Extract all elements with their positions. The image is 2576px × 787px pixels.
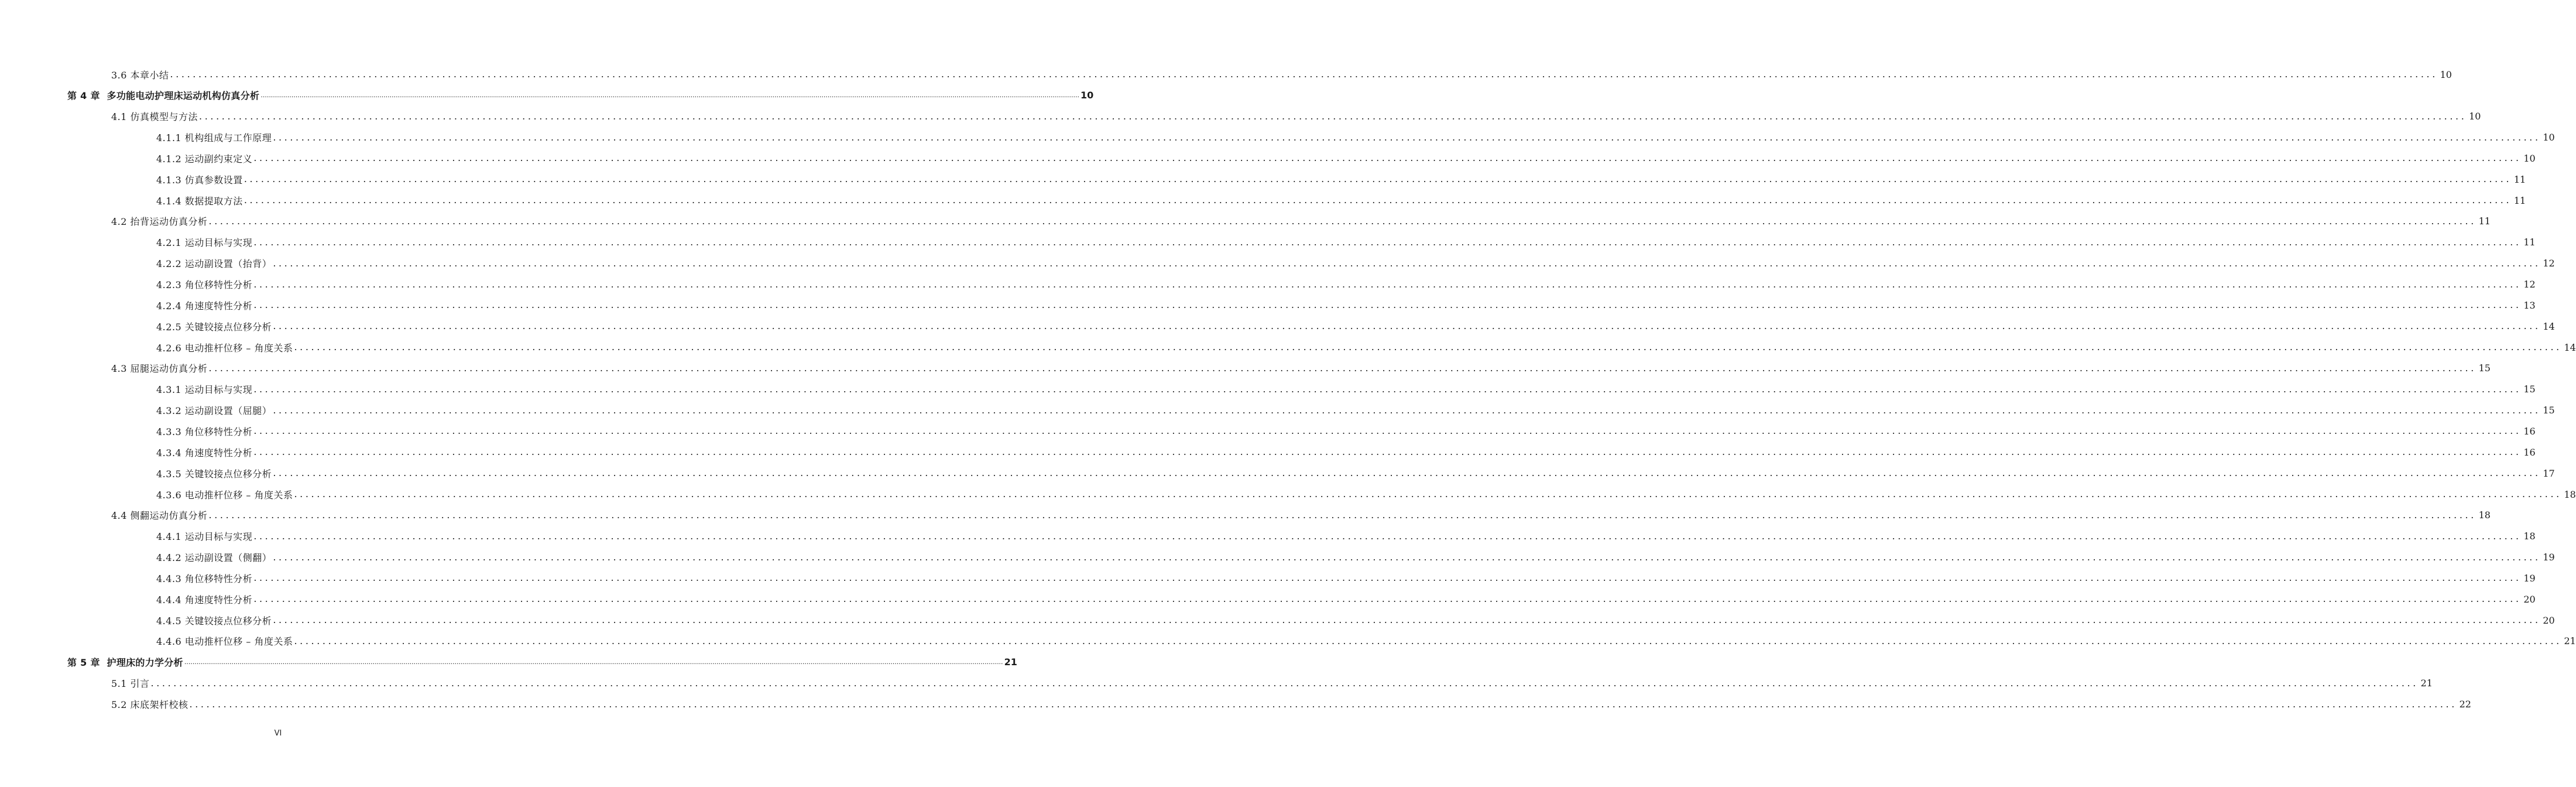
toc-entry-title: 4.1.1 机构组成与工作原理 [156, 132, 272, 144]
toc-entry-page-number: 11 [2513, 194, 2526, 206]
toc-section-entry[interactable] [0, 108, 2481, 125]
toc-dot-leader: ................................................................................................................................................................................................................................................................................................................................................................................................................ [208, 362, 2476, 374]
toc-dot-leader: ................................................................................................................................................................................................................................................................................................................................................................................................................ [253, 446, 2522, 458]
toc-entry-page-number: 16 [2523, 446, 2536, 458]
toc-section-entry[interactable] [0, 507, 2491, 524]
toc-subsection-entry[interactable] [0, 590, 2536, 608]
toc-section-entry[interactable] [0, 213, 2491, 230]
toc-entry-title: 4.4.2 运动副设置（侧翻） [156, 552, 272, 564]
toc-dot-leader: ................................................................................................................................................................................................................................................................................................................................................................................................................ [253, 236, 2522, 248]
toc-entry-title: 4.1 仿真模型与方法 [111, 111, 198, 123]
toc-entry-title: 4.1.2 运动副约束定义 [156, 153, 253, 165]
toc-subsection-entry[interactable] [0, 402, 2555, 419]
toc-subsection-entry[interactable] [0, 170, 2526, 188]
toc-subsection-entry[interactable] [0, 528, 2536, 545]
toc-subsection-entry[interactable] [0, 276, 2536, 293]
toc-dot-leader: ................................................................................................................................................................................................................................................................................................................................................................................................................ [150, 677, 2419, 689]
toc-entry-page-number: 10 [1080, 90, 1094, 101]
toc-subsection-entry[interactable] [0, 255, 2555, 272]
toc-dot-leader: ................................................................................................................................................................................................................................................................................................................................................................................................................ [273, 131, 2541, 143]
toc-dot-leader: ................................................................................................................................................................................................................................................................................................................................................................................................................ [273, 404, 2541, 416]
toc-dot-leader: ................................................................................................................................................................................................................................................................................................................................................................................................................ [184, 658, 1003, 666]
toc-entry-page-number: 10 [2469, 111, 2481, 122]
toc-entry-title: 4.2 抬背运动仿真分析 [111, 216, 208, 228]
toc-dot-leader: ................................................................................................................................................................................................................................................................................................................................................................................................................ [273, 614, 2541, 626]
toc-subsection-entry[interactable] [0, 338, 2576, 356]
toc-entry-page-number: 19 [2543, 552, 2555, 563]
toc-entry-title: 4.3.1 运动目标与实现 [156, 384, 253, 396]
toc-entry-page-number: 18 [2478, 509, 2491, 521]
toc-subsection-entry[interactable] [0, 381, 2536, 398]
toc-subsection-entry[interactable] [0, 569, 2536, 587]
toc-entry-title: 4.4.6 电动推杆位移 – 角度关系 [156, 636, 293, 648]
toc-entry-title: 4.4.5 关键铰接点位移分析 [156, 615, 272, 627]
toc-entry-title: 4.2.1 运动目标与实现 [156, 237, 253, 249]
toc-entry-page-number: 10 [2440, 69, 2452, 80]
toc-subsection-entry[interactable] [0, 149, 2536, 167]
toc-subsection-entry[interactable] [0, 443, 2536, 461]
toc-subsection-entry[interactable] [0, 611, 2555, 629]
toc-dot-leader: ................................................................................................................................................................................................................................................................................................................................................................................................................ [189, 698, 2457, 710]
toc-dot-leader: ................................................................................................................................................................................................................................................................................................................................................................................................................ [253, 299, 2522, 311]
toc-dot-leader: ................................................................................................................................................................................................................................................................................................................................................................................................................ [199, 110, 2467, 122]
toc-dot-leader: ................................................................................................................................................................................................................................................................................................................................................................................................................ [253, 383, 2522, 395]
toc-subsection-entry[interactable] [0, 234, 2536, 251]
toc-entry-title: 4.2.2 运动副设置（抬背） [156, 258, 272, 270]
toc-dot-leader: ................................................................................................................................................................................................................................................................................................................................................................................................................ [273, 320, 2541, 332]
toc-entry-page-number: 22 [2459, 699, 2471, 710]
toc-entry-page-number: 21 [2564, 635, 2576, 647]
toc-dot-leader: ................................................................................................................................................................................................................................................................................................................................................................................................................ [260, 91, 1079, 99]
toc-entry-title: 4.4.3 角位移特性分析 [156, 573, 253, 584]
toc-dot-leader: ................................................................................................................................................................................................................................................................................................................................................................................................................ [170, 69, 2438, 80]
toc-entry-title: 4.2.3 角位移特性分析 [156, 279, 253, 290]
toc-entry-page-number: 17 [2543, 467, 2555, 479]
toc-entry-page-number: 20 [2543, 614, 2555, 626]
page-number-footer: VI [274, 729, 282, 738]
toc-entry-title: 4.3.3 角位移特性分析 [156, 426, 253, 437]
toc-entry-page-number: 14 [2564, 341, 2576, 353]
toc-entry-page-number: 15 [2478, 362, 2491, 374]
toc-dot-leader: ................................................................................................................................................................................................................................................................................................................................................................................................................ [294, 341, 2562, 353]
toc-entry-page-number: 13 [2523, 299, 2536, 311]
toc-subsection-entry[interactable] [0, 317, 2555, 335]
toc-entry-page-number: 14 [2543, 320, 2555, 332]
toc-subsection-entry[interactable] [0, 422, 2536, 440]
toc-entry-title: 4.3.4 角速度特性分析 [156, 447, 253, 458]
toc-dot-leader: ................................................................................................................................................................................................................................................................................................................................................................................................................ [294, 635, 2562, 646]
toc-entry-page-number: 11 [2478, 215, 2491, 227]
toc-entry-page-number: 20 [2523, 593, 2536, 605]
toc-entry-page-number: 18 [2564, 488, 2576, 500]
toc-entry-title: 4.3 屈腿运动仿真分析 [111, 363, 208, 375]
toc-entry-title: 3.6 本章小结 [111, 69, 169, 81]
toc-subsection-entry[interactable] [0, 296, 2536, 314]
toc-subsection-entry[interactable] [0, 129, 2555, 146]
toc-entry-page-number: 19 [2523, 572, 2536, 584]
toc-entry-page-number: 21 [1004, 656, 1017, 668]
toc-dot-leader: ................................................................................................................................................................................................................................................................................................................................................................................................................ [253, 530, 2522, 542]
toc-entry-page-number: 12 [2523, 279, 2536, 290]
toc-entry-title: 4.1.3 仿真参数设置 [156, 174, 243, 186]
toc-entry-page-number: 15 [2523, 384, 2536, 395]
toc-subsection-entry[interactable] [0, 464, 2555, 482]
toc-entry-page-number: 18 [2523, 531, 2536, 542]
toc-entry-page-number: 15 [2543, 405, 2555, 416]
toc-entry-title: 4.1.4 数据提取方法 [156, 195, 243, 207]
toc-dot-leader: ................................................................................................................................................................................................................................................................................................................................................................................................................ [253, 278, 2522, 290]
toc-dot-leader: ................................................................................................................................................................................................................................................................................................................................................................................................................ [273, 551, 2541, 563]
toc-entry-title: 第 5 章 护理床的力学分析 [67, 657, 183, 669]
toc-entry-title: 5.2 床底架杆校核 [111, 699, 188, 710]
toc-entry-title: 4.3.5 关键铰接点位移分析 [156, 468, 272, 480]
toc-entry-title: 4.4 侧翻运动仿真分析 [111, 510, 208, 522]
toc-dot-leader: ................................................................................................................................................................................................................................................................................................................................................................................................................ [243, 194, 2512, 206]
toc-entry-page-number: 11 [2523, 237, 2536, 248]
toc-entry-title: 4.4.1 运动目标与实现 [156, 531, 253, 543]
toc-dot-leader: ................................................................................................................................................................................................................................................................................................................................................................................................................ [208, 215, 2476, 227]
toc-entry-page-number: 10 [2543, 132, 2555, 143]
toc-entry-title: 5.1 引言 [111, 678, 150, 690]
toc-section-entry[interactable] [0, 696, 2471, 713]
toc-chapter-entry[interactable] [0, 653, 1017, 671]
toc-dot-leader: ................................................................................................................................................................................................................................................................................................................................................................................................................ [253, 152, 2522, 164]
toc-subsection-entry[interactable] [0, 549, 2555, 566]
toc-entry-title: 4.3.2 运动副设置（屈腿） [156, 405, 272, 417]
toc-dot-leader: ................................................................................................................................................................................................................................................................................................................................................................................................................ [273, 257, 2541, 269]
toc-subsection-entry[interactable] [0, 632, 2576, 650]
toc-entry-page-number: 16 [2523, 425, 2536, 437]
toc-section-entry[interactable] [0, 675, 2433, 692]
toc-entry-title: 第 4 章 多功能电动护理床运动机构仿真分析 [67, 90, 260, 102]
toc-entry-page-number: 21 [2420, 677, 2433, 689]
toc-entry-page-number: 12 [2543, 258, 2555, 269]
toc-chapter-entry[interactable] [0, 87, 1094, 104]
toc-entry-title: 4.2.4 角速度特性分析 [156, 300, 253, 312]
toc-dot-leader: ................................................................................................................................................................................................................................................................................................................................................................................................................ [243, 173, 2512, 185]
toc-subsection-entry[interactable] [0, 191, 2526, 209]
toc-section-entry[interactable] [0, 66, 2452, 83]
toc-dot-leader: ................................................................................................................................................................................................................................................................................................................................................................................................................ [253, 572, 2522, 584]
toc-dot-leader: ................................................................................................................................................................................................................................................................................................................................................................................................................ [253, 593, 2522, 605]
toc-dot-leader: ................................................................................................................................................................................................................................................................................................................................................................................................................ [294, 488, 2562, 499]
toc-entry-title: 4.4.4 角速度特性分析 [156, 594, 253, 605]
toc-entry-title: 4.2.5 关键铰接点位移分析 [156, 321, 272, 333]
toc-section-entry[interactable] [0, 360, 2491, 377]
toc-entry-title: 4.2.6 电动推杆位移 – 角度关系 [156, 342, 293, 354]
toc-subsection-entry[interactable] [0, 485, 2576, 503]
toc-dot-leader: ................................................................................................................................................................................................................................................................................................................................................................................................................ [208, 509, 2476, 521]
toc-entry-title: 4.3.6 电动推杆位移 – 角度关系 [156, 489, 293, 501]
toc-dot-leader: ................................................................................................................................................................................................................................................................................................................................................................................................................ [253, 425, 2522, 437]
toc-entry-page-number: 11 [2513, 173, 2526, 185]
toc-entry-page-number: 10 [2523, 152, 2536, 164]
toc-dot-leader: ................................................................................................................................................................................................................................................................................................................................................................................................................ [273, 467, 2541, 479]
